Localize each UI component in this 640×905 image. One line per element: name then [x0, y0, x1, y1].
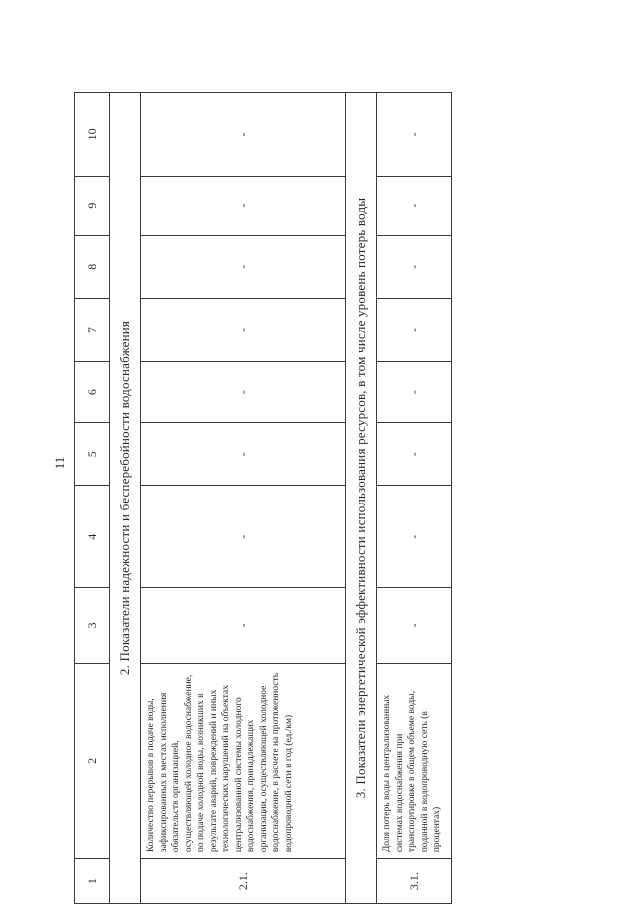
row-number: 3.1. — [377, 859, 452, 904]
column-header: 9 — [75, 176, 110, 235]
rotated-table — [74, 92, 442, 904]
column-header: 5 — [75, 423, 110, 486]
value-cell: - — [141, 298, 346, 361]
column-header: 10 — [75, 93, 110, 177]
row-number: 2.1. — [141, 859, 346, 904]
column-header: 6 — [75, 362, 110, 423]
column-header: 8 — [75, 235, 110, 298]
table-row — [377, 93, 452, 904]
section-heading-row — [346, 93, 377, 904]
section-title: 2. Показатели надежности и бесперебойности водоснабжения — [110, 93, 141, 904]
value-cell: - — [141, 486, 346, 588]
value-cell: - — [377, 423, 452, 486]
section-title: 3. Показатели энергетической эффективности использования ресурсов, в том числе уровень потерь воды — [346, 93, 377, 904]
table-row — [141, 93, 346, 904]
column-header: 3 — [75, 588, 110, 663]
column-header: 7 — [75, 298, 110, 361]
value-cell: - — [377, 362, 452, 423]
row-description: Количество перерывов в подаче воды, зафиксированных в местах исполнения обязательств организацией, осуществляющей холодное водоснабжение, по подаче холодной воды, возникших в результате аварий, повреждений и иных технологических нарушений на объектах централизованной системы холодного водоснабжения, принадлежащих организации, осуществляющей холодное водоснабжение, в расчете на протяженность водопроводной сети в год (ед./км) — [141, 663, 346, 859]
section-heading-row — [110, 93, 141, 904]
indicators-table — [74, 92, 452, 904]
value-cell: - — [141, 235, 346, 298]
value-cell: - — [377, 235, 452, 298]
table-container — [74, 92, 442, 904]
value-cell: - — [377, 176, 452, 235]
value-cell: - — [377, 298, 452, 361]
value-cell: - — [141, 362, 346, 423]
value-cell: - — [377, 588, 452, 663]
value-cell: - — [141, 588, 346, 663]
value-cell: - — [141, 176, 346, 235]
column-header: 1 — [75, 859, 110, 904]
row-description: Доля потерь воды в централизованных системах водоснабжения при транспортировке в общем объеме воды, поданной в водопроводную сеть (в процентах) — [377, 663, 452, 859]
page-number: 11 — [52, 456, 67, 470]
header-row — [75, 93, 110, 904]
value-cell: - — [377, 486, 452, 588]
column-header: 4 — [75, 486, 110, 588]
value-cell: - — [141, 93, 346, 177]
column-header: 2 — [75, 663, 110, 859]
value-cell: - — [141, 423, 346, 486]
value-cell: - — [377, 93, 452, 177]
